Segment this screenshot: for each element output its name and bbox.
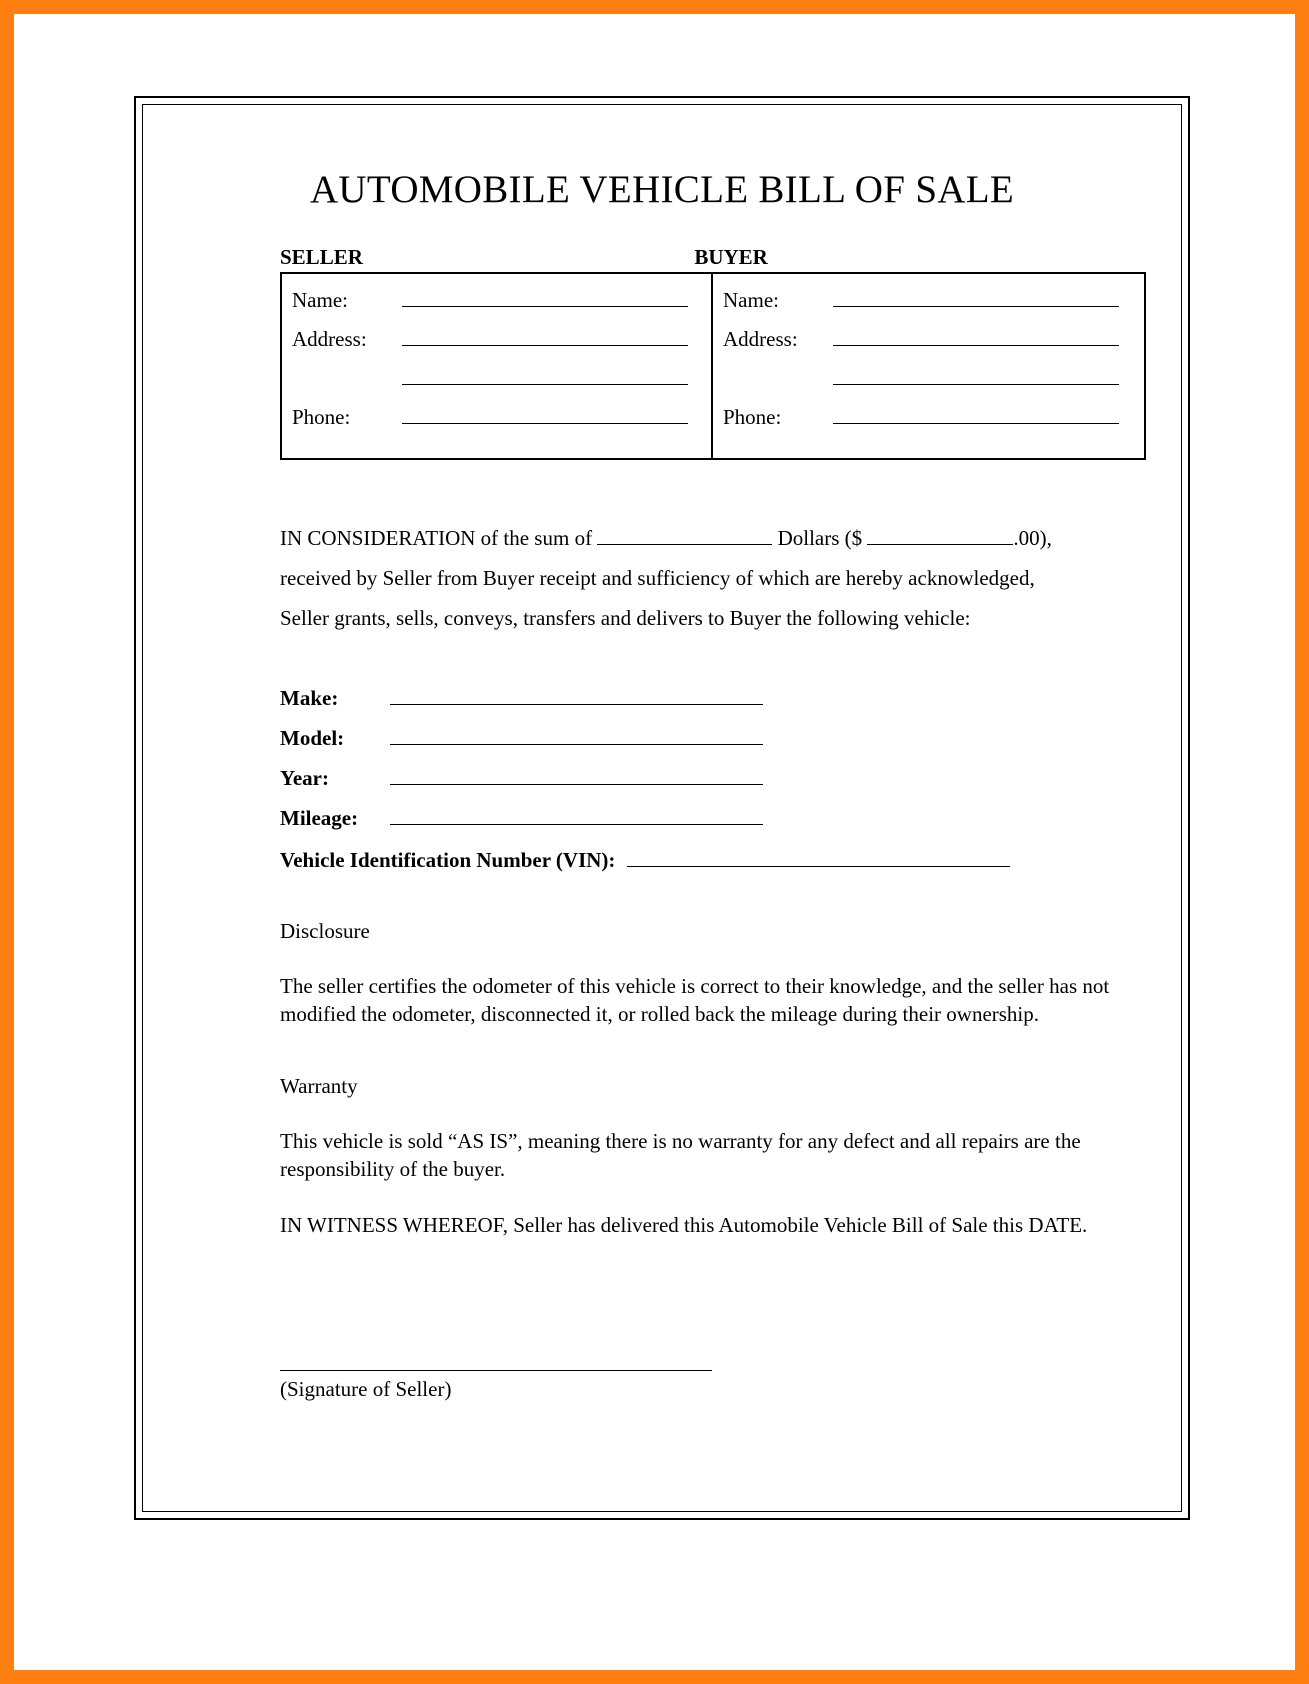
buyer-name-label: Name: bbox=[723, 288, 779, 312]
seller-phone-input-line[interactable] bbox=[402, 406, 688, 424]
buyer-address-input-line-2[interactable] bbox=[833, 367, 1119, 385]
vehicle-year-label: Year: bbox=[280, 766, 329, 790]
seller-name-input-line[interactable] bbox=[402, 289, 688, 307]
seller-address-row bbox=[292, 327, 711, 366]
buyer-address-input-line[interactable] bbox=[833, 328, 1119, 346]
vehicle-vin-row bbox=[280, 848, 1102, 873]
buyer-column bbox=[713, 274, 1144, 458]
seller-signature-caption: (Signature of Seller) bbox=[280, 1377, 452, 1401]
document-body bbox=[143, 105, 1181, 1511]
consideration-paragraph bbox=[280, 518, 1122, 638]
vehicle-vin-input-line[interactable] bbox=[627, 849, 1010, 867]
buyer-phone-label: Phone: bbox=[723, 405, 782, 429]
buyer-heading: BUYER bbox=[694, 245, 768, 269]
sum-amount-input-line[interactable] bbox=[867, 529, 1013, 545]
document-content bbox=[222, 245, 1110, 1402]
parties-table bbox=[280, 272, 1146, 460]
seller-address-row-2 bbox=[292, 366, 711, 405]
vehicle-make-label: Make: bbox=[280, 686, 339, 710]
vehicle-make-input-line[interactable] bbox=[390, 687, 763, 705]
vehicle-details-block bbox=[280, 686, 1102, 873]
vehicle-mileage-input-line[interactable] bbox=[390, 807, 763, 825]
buyer-phone-row bbox=[723, 405, 1144, 444]
vehicle-vin-label: Vehicle Identification Number (VIN): bbox=[280, 848, 616, 872]
seller-phone-row bbox=[292, 405, 711, 444]
vehicle-mileage-label: Mileage: bbox=[280, 806, 359, 830]
warranty-body: This vehicle is sold “AS IS”, meaning there is no warranty for any defect and all repairs are the responsibility of the buyer. bbox=[280, 1129, 1081, 1181]
seller-signature-line[interactable] bbox=[280, 1369, 712, 1371]
seller-column bbox=[282, 274, 713, 458]
seller-name-label: Name: bbox=[292, 288, 348, 312]
buyer-phone-input-line[interactable] bbox=[833, 406, 1119, 424]
sum-words-input-line[interactable] bbox=[597, 529, 772, 545]
vehicle-year-row bbox=[280, 766, 1102, 806]
witness-body: IN WITNESS WHEREOF, Seller has delivered this Automobile Vehicle Bill of Sale this DATE. bbox=[280, 1213, 1088, 1237]
disclosure-body: The seller certifies the odometer of this vehicle is correct to their knowledge, and the seller has not modified the odometer, disconnected it, or rolled back the mileage during their ownership. bbox=[280, 974, 1110, 1026]
document-outer-border bbox=[134, 96, 1190, 1520]
page-white-area bbox=[14, 14, 1295, 1670]
buyer-address-row bbox=[723, 327, 1144, 366]
seller-heading: SELLER bbox=[280, 245, 363, 269]
seller-phone-label: Phone: bbox=[292, 405, 351, 429]
vehicle-model-row bbox=[280, 726, 1102, 766]
vehicle-year-input-line[interactable] bbox=[390, 767, 763, 785]
parties-heading-row bbox=[280, 245, 1102, 270]
buyer-address-row-2 bbox=[723, 366, 1144, 405]
consideration-cents-suffix: .00), bbox=[1013, 526, 1052, 550]
seller-address-label: Address: bbox=[292, 327, 367, 351]
seller-name-row bbox=[292, 288, 711, 327]
seller-address-input-line-2[interactable] bbox=[402, 367, 688, 385]
vehicle-model-input-line[interactable] bbox=[390, 727, 763, 745]
consideration-dollars-label: Dollars ($ bbox=[777, 526, 863, 550]
vehicle-mileage-row bbox=[280, 806, 1102, 846]
vehicle-model-label: Model: bbox=[280, 726, 345, 750]
consideration-lead: IN CONSIDERATION of the sum of bbox=[280, 526, 593, 550]
warranty-heading: Warranty bbox=[280, 1074, 358, 1098]
vehicle-make-row bbox=[280, 686, 1102, 726]
buyer-name-row bbox=[723, 288, 1144, 327]
seller-address-input-line[interactable] bbox=[402, 328, 688, 346]
disclosure-heading: Disclosure bbox=[280, 919, 370, 943]
document-inner-border bbox=[142, 104, 1182, 1512]
consideration-line-3: Seller grants, sells, conveys, transfers and delivers to Buyer the following vehicle: bbox=[280, 606, 971, 630]
consideration-line-2: received by Seller from Buyer receipt and sufficiency of which are hereby acknowledged, bbox=[280, 566, 1035, 590]
page-title: AUTOMOBILE VEHICLE BILL OF SALE bbox=[309, 168, 1015, 211]
buyer-address-label: Address: bbox=[723, 327, 798, 351]
signature-block bbox=[280, 1369, 1102, 1402]
buyer-name-input-line[interactable] bbox=[833, 289, 1119, 307]
